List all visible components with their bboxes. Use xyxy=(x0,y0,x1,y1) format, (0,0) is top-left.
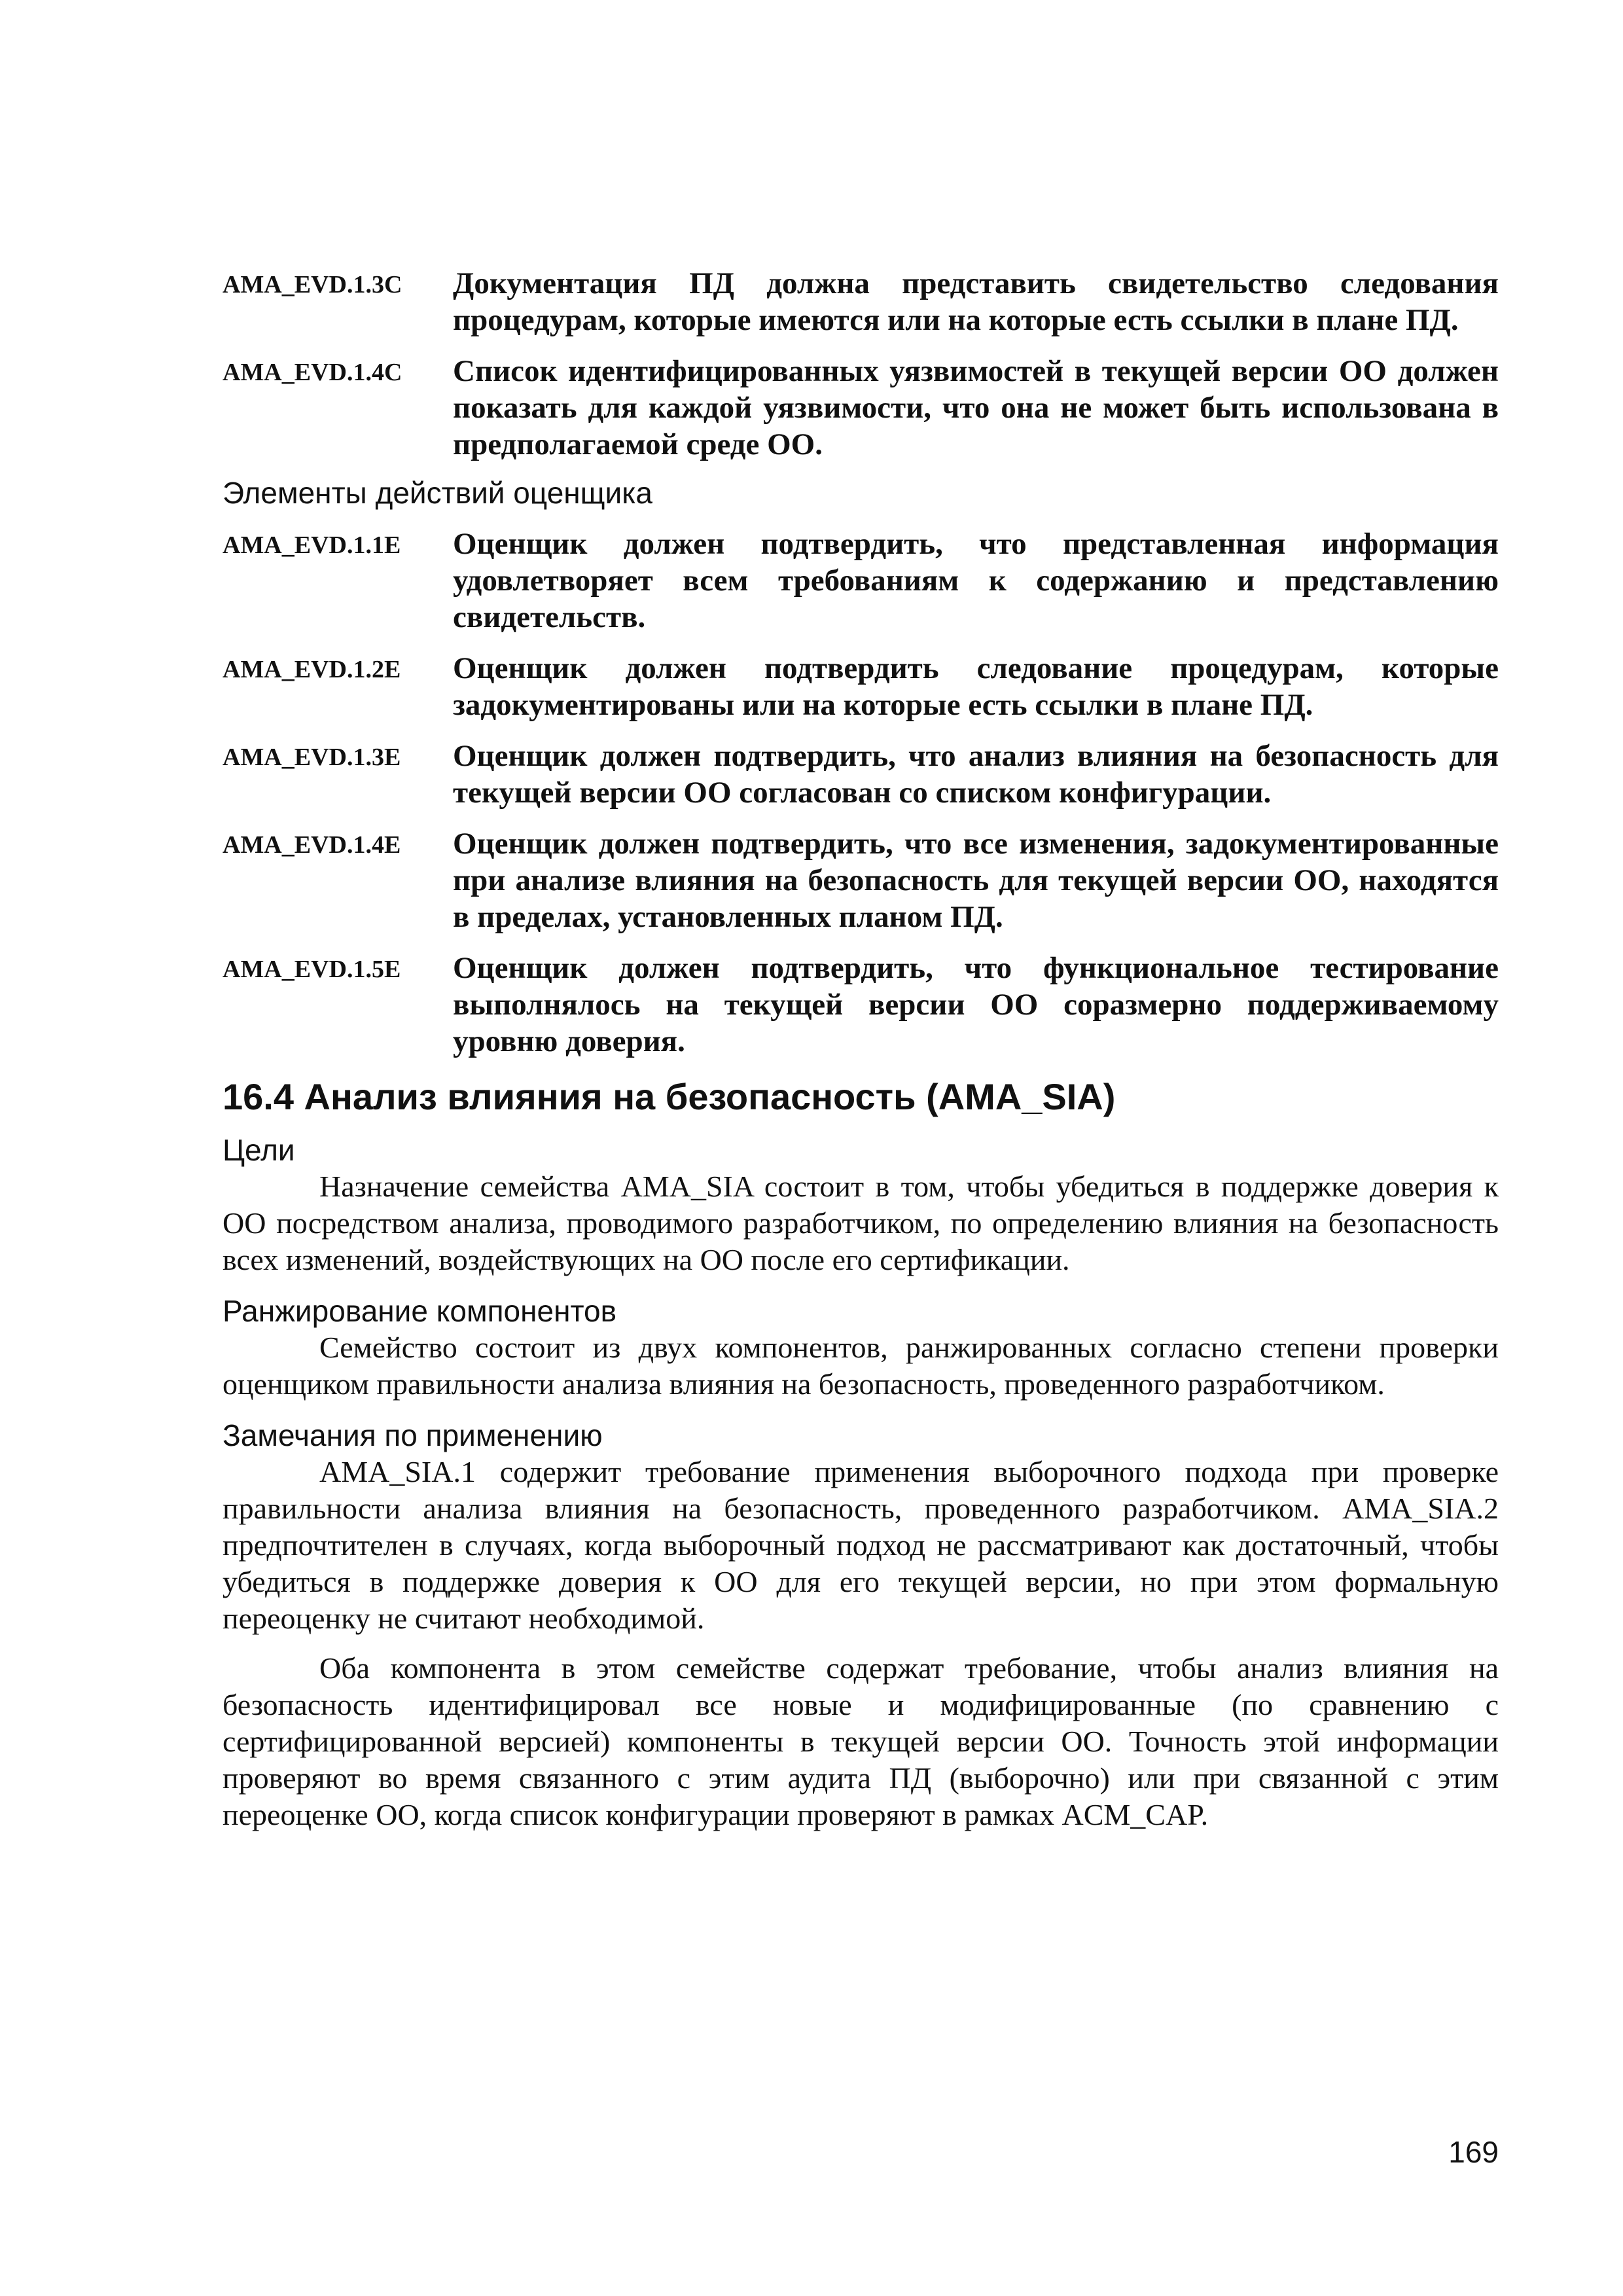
element-id: AMA_EVD.1.1E xyxy=(223,531,401,559)
element-text: Оценщик должен подтвердить, что функциональное тестирование выполнялось на текущей версии ОО соразмерно поддерживаемому уровню доверия. xyxy=(453,951,1499,1058)
ranking-heading: Ранжирование компонентов xyxy=(223,1294,617,1328)
evaluator-element-1-2e xyxy=(223,650,1499,723)
requirement-ama-evd-1-3c xyxy=(223,265,1499,338)
element-id: AMA_EVD.1.2E xyxy=(223,656,401,683)
element-text: Оценщик должен подтвердить следование процедурам, которые задокументированы или на которые есть ссылки в плане ПД. xyxy=(453,651,1499,722)
requirement-ama-evd-1-4c xyxy=(223,353,1499,463)
goals-heading: Цели xyxy=(223,1133,295,1167)
requirement-id: AMA_EVD.1.3C xyxy=(223,271,402,298)
page-content xyxy=(223,265,1499,1833)
evaluator-actions-heading: Элементы действий оценщика xyxy=(223,476,652,510)
page-number: 169 xyxy=(1448,2135,1499,2169)
evaluator-element-1-5e xyxy=(223,950,1499,1060)
element-text: Оценщик должен подтвердить, что представленная информация удовлетворяет всем требованиям к содержанию и представлению свидетельств. xyxy=(453,527,1499,634)
notes-paragraph-1: AMA_SIA.1 содержит требование применения выборочного подхода при проверке правильности анализа влияния на безопасность, проведенного разработчиком. AMA_SIA.2 предпочтителен в случаях, когда выборочный подход не рассматривают как достаточный, чтобы убедиться в поддержке доверия к ОО для его текущей версии, но при этом формальную переоценку не считают необходимой. xyxy=(223,1455,1499,1635)
evaluator-element-1-3e xyxy=(223,738,1499,811)
requirement-text: Документация ПД должна представить свидетельство следования процедурам, которые имеются или на которые есть ссылки в плане ПД. xyxy=(453,266,1499,337)
element-id: AMA_EVD.1.3E xyxy=(223,744,401,771)
goals-paragraph: Назначение семейства AMA_SIA состоит в том, чтобы убедиться в поддержке доверия к ОО посредством анализа, проводимого разработчиком, по определению влияния на безопасность всех изменений, воздействующих на ОО после его сертификации. xyxy=(223,1170,1499,1276)
element-id: AMA_EVD.1.5E xyxy=(223,956,401,983)
evaluator-element-1-4e xyxy=(223,825,1499,935)
element-text: Оценщик должен подтвердить, что анализ влияния на безопасность для текущей версии ОО согласован со списком конфигурации. xyxy=(453,739,1499,810)
element-id: AMA_EVD.1.4E xyxy=(223,831,401,859)
notes-paragraph-2: Оба компонента в этом семействе содержат требование, чтобы анализ влияния на безопасность идентифицировал все новые и модифицированные (по сравнению с сертифицированной версией) компоненты в текущей версии ОО. Точность этой информации проверяют во время связанного с этим аудита ПД (выборочно) или при связанной с этим переоценке ОО, когда список конфигурации проверяют в рамках ACM_CAP. xyxy=(223,1651,1499,1831)
element-text: Оценщик должен подтвердить, что все изменения, задокументированные при анализе влияния на безопасность для текущей версии ОО, находятся в пределах, установленных планом ПД. xyxy=(453,827,1499,934)
requirement-text: Список идентифицированных уязвимостей в текущей версии ОО должен показать для каждой уязвимости, что она не может быть использована в предполагаемой среде ОО. xyxy=(453,354,1499,461)
section-title: 16.4 Анализ влияния на безопасность (AMA_SIA) xyxy=(223,1076,1116,1117)
requirement-id: AMA_EVD.1.4C xyxy=(223,359,402,386)
ranking-paragraph: Семейство состоит из двух компонентов, ранжированных согласно степени проверки оценщиком правильности анализа влияния на безопасность, проведенного разработчиком. xyxy=(223,1331,1499,1401)
evaluator-element-1-1e xyxy=(223,526,1499,636)
notes-heading: Замечания по применению xyxy=(223,1418,603,1452)
